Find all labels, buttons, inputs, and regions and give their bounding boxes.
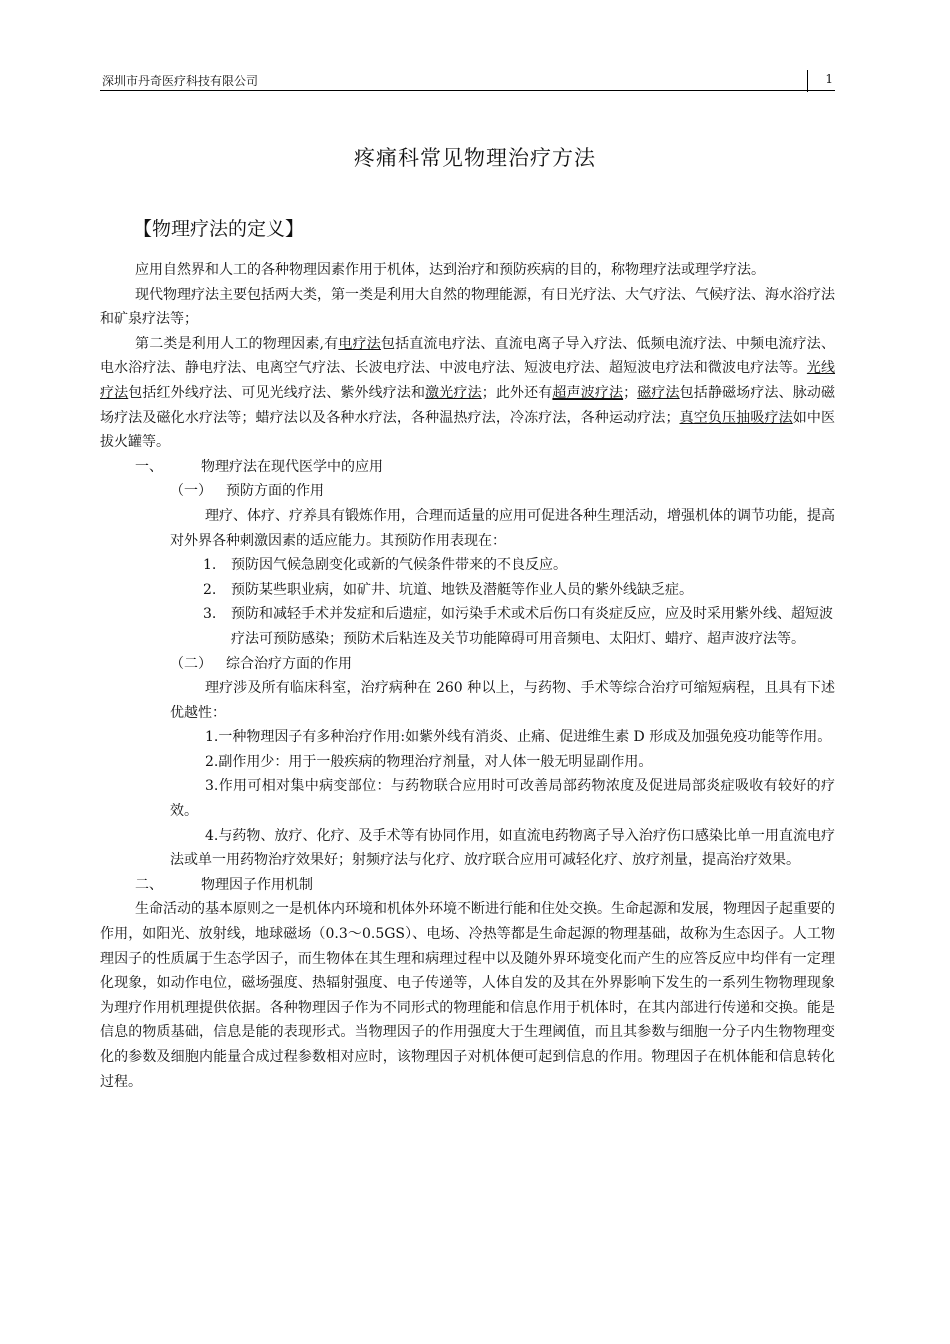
text-run: ；: [623, 384, 638, 401]
heading-number: 一、: [135, 458, 163, 475]
heading-text: 物理因子作用机制: [201, 876, 313, 893]
underlined-term: 电疗法: [338, 335, 381, 352]
underlined-term: 光线疗法: [100, 360, 836, 401]
paragraph-mechanism: 生命活动的基本原则之一是机体内环境和机体外环境不断进行能和住处交换。生命起源和发展，物理因子起重要的作用，如阳光、放射线，地球磁场（0.3～0.5GS）、电场、冷热等都是生命起源的物理基础，故称为生态因子。人工物理因子的性质属于生态学因子，而生物体在其生理和病理过程中以及随外界环境变化而产生的应答反应中均伴有一定理化现象，如动作电位，磁场强度、热辐射强度、电子传递等，人体自发的及其在外界影响下发生的一系列生物物理现象为理疗作用机理提供依据。各种物理因子作为不同形式的物理能和信息作用于机体时，在其内部进行传递和交换。能是信息的物质基础，信息是能的表现形式。当物理因子的作用强度大于生理阈值，而且其参数与细胞一分子内生物物理变化的参数及细胞内能量合成过程参数相对应时，该物理因子对机体便可起到信息的作用。物理因子在机体能和信息转化过程。: [100, 901, 835, 1090]
heading-text: 物理疗法在现代医学中的应用: [201, 458, 383, 475]
text-run: 包括红外线疗法、可见光线疗法、紫外线疗法和: [128, 384, 426, 401]
document-body: [100, 258, 835, 1094]
text-run: 第二类是利用人工的物理因素,有: [135, 335, 339, 352]
underlined-term: 激光疗法: [425, 384, 482, 401]
text-run: 包括直流电疗法、直流电离子导入疗法、低频电流疗法、中频电流疗法、电水浴疗法、静电疗法、电离空气疗法、长波电疗法、中波电疗法、短波电疗法、超短波电疗法和微波电疗法等。: [100, 335, 836, 377]
list-text: 预防因气候急剧变化或新的气候条件带来的不良反应。: [231, 557, 567, 574]
paragraph-prevention: 理疗、体疗、疗养具有锻炼作用，合理而适量的应用可促进各种生理活动，增强机体的调节功能，提高对外界各种刺激因素的适应能力。其预防作用表现在：: [170, 507, 835, 549]
page-number: 1: [825, 72, 833, 86]
list-number: 1.: [203, 557, 217, 574]
heading-level2: [100, 652, 835, 677]
heading-text: 预防方面的作用: [226, 483, 324, 500]
underlined-term: 磁疗法: [637, 384, 680, 401]
text-run: ；此外还有: [481, 384, 553, 401]
treatment-block: [100, 676, 835, 873]
prevention-block: [100, 504, 835, 553]
list-text: 预防某些职业病，如矿井、坑道、地铁及潜艇等作业人员的紫外线缺乏症。: [231, 581, 693, 598]
section-heading: 【物理疗法的定义】: [133, 218, 305, 240]
list-item: [203, 553, 835, 578]
list-number: 3.: [203, 606, 217, 623]
heading-number: （二）: [170, 655, 212, 672]
heading-number: 二、: [135, 876, 163, 893]
document-title: 疼痛科常见物理治疗方法: [354, 146, 596, 170]
page-header: [100, 70, 835, 91]
list-text: 预防和减轻手术并发症和后遗症，如污染手术或术后伤口有炎症反应，应及时采用紫外线、超短波疗法可预防感染；预防术后粘连及关节功能障碍可用音频电、太阳灯、蜡疗、超声波疗法等。: [231, 606, 833, 647]
text-run: 如中医拔火罐等。: [100, 409, 836, 451]
heading-level1: [100, 873, 835, 898]
heading-number: （一）: [170, 483, 212, 500]
underlined-term: 超声波疗法: [552, 384, 624, 401]
company-name: 深圳市丹奇医疗科技有限公司: [102, 74, 259, 88]
prevention-list: [100, 553, 835, 651]
paragraph-natural-therapy: 现代物理疗法主要包括两大类，第一类是利用大自然的物理能源，有日光疗法、大气疗法、气候疗法、海水浴疗法和矿泉疗法等；: [100, 286, 835, 328]
advantage-item: 2.副作用少：用于一般疾病的物理治疗剂量，对人体一般无明显副作用。: [205, 753, 653, 770]
heading-level2: [100, 479, 835, 504]
advantage-item: 1.一种物理因子有多种治疗作用:如紫外线有消炎、止痛、促进维生素 D 形成及加强免疫功能等作用。: [205, 729, 832, 746]
underlined-term: 真空负压抽吸疗法: [679, 409, 793, 426]
list-item: [203, 602, 835, 651]
advantage-item: 4.与药物、放疗、化疗、及手术等有协同作用，如直流电药物离子导入治疗伤口感染比单一用直流电疗法或单一用药物治疗效果好；射频疗法与化疗、放疗联合应用可减轻化疗、放疗剂量，提高治疗效果。: [170, 827, 835, 869]
text-run: 包括静磁场疗法、脉动磁场疗法及磁化水疗法等；蜡疗法以及各种水疗法，各种温热疗法，冷冻疗法，各种运动疗法；: [100, 384, 836, 426]
paragraph-treatment: 理疗涉及所有临床科室，治疗病种在 260 种以上，与药物、手术等综合治疗可缩短病程，且具有下述优越性：: [170, 680, 835, 721]
heading-level1: [100, 455, 835, 480]
heading-text: 综合治疗方面的作用: [226, 655, 352, 672]
list-item: [203, 578, 835, 603]
header-divider-tick: [807, 70, 808, 92]
advantage-item: 3.作用可相对集中病变部位：与药物联合应用时可改善局部药物浓度及促进局部炎症吸收有较好的疗效。: [170, 778, 835, 820]
list-number: 2.: [203, 581, 217, 598]
paragraph-definition: 应用自然界和人工的各种物理因素作用于机体，达到治疗和预防疾病的目的，称物理疗法或理学疗法。: [135, 262, 765, 278]
paragraph-artificial-therapy: [100, 332, 835, 455]
